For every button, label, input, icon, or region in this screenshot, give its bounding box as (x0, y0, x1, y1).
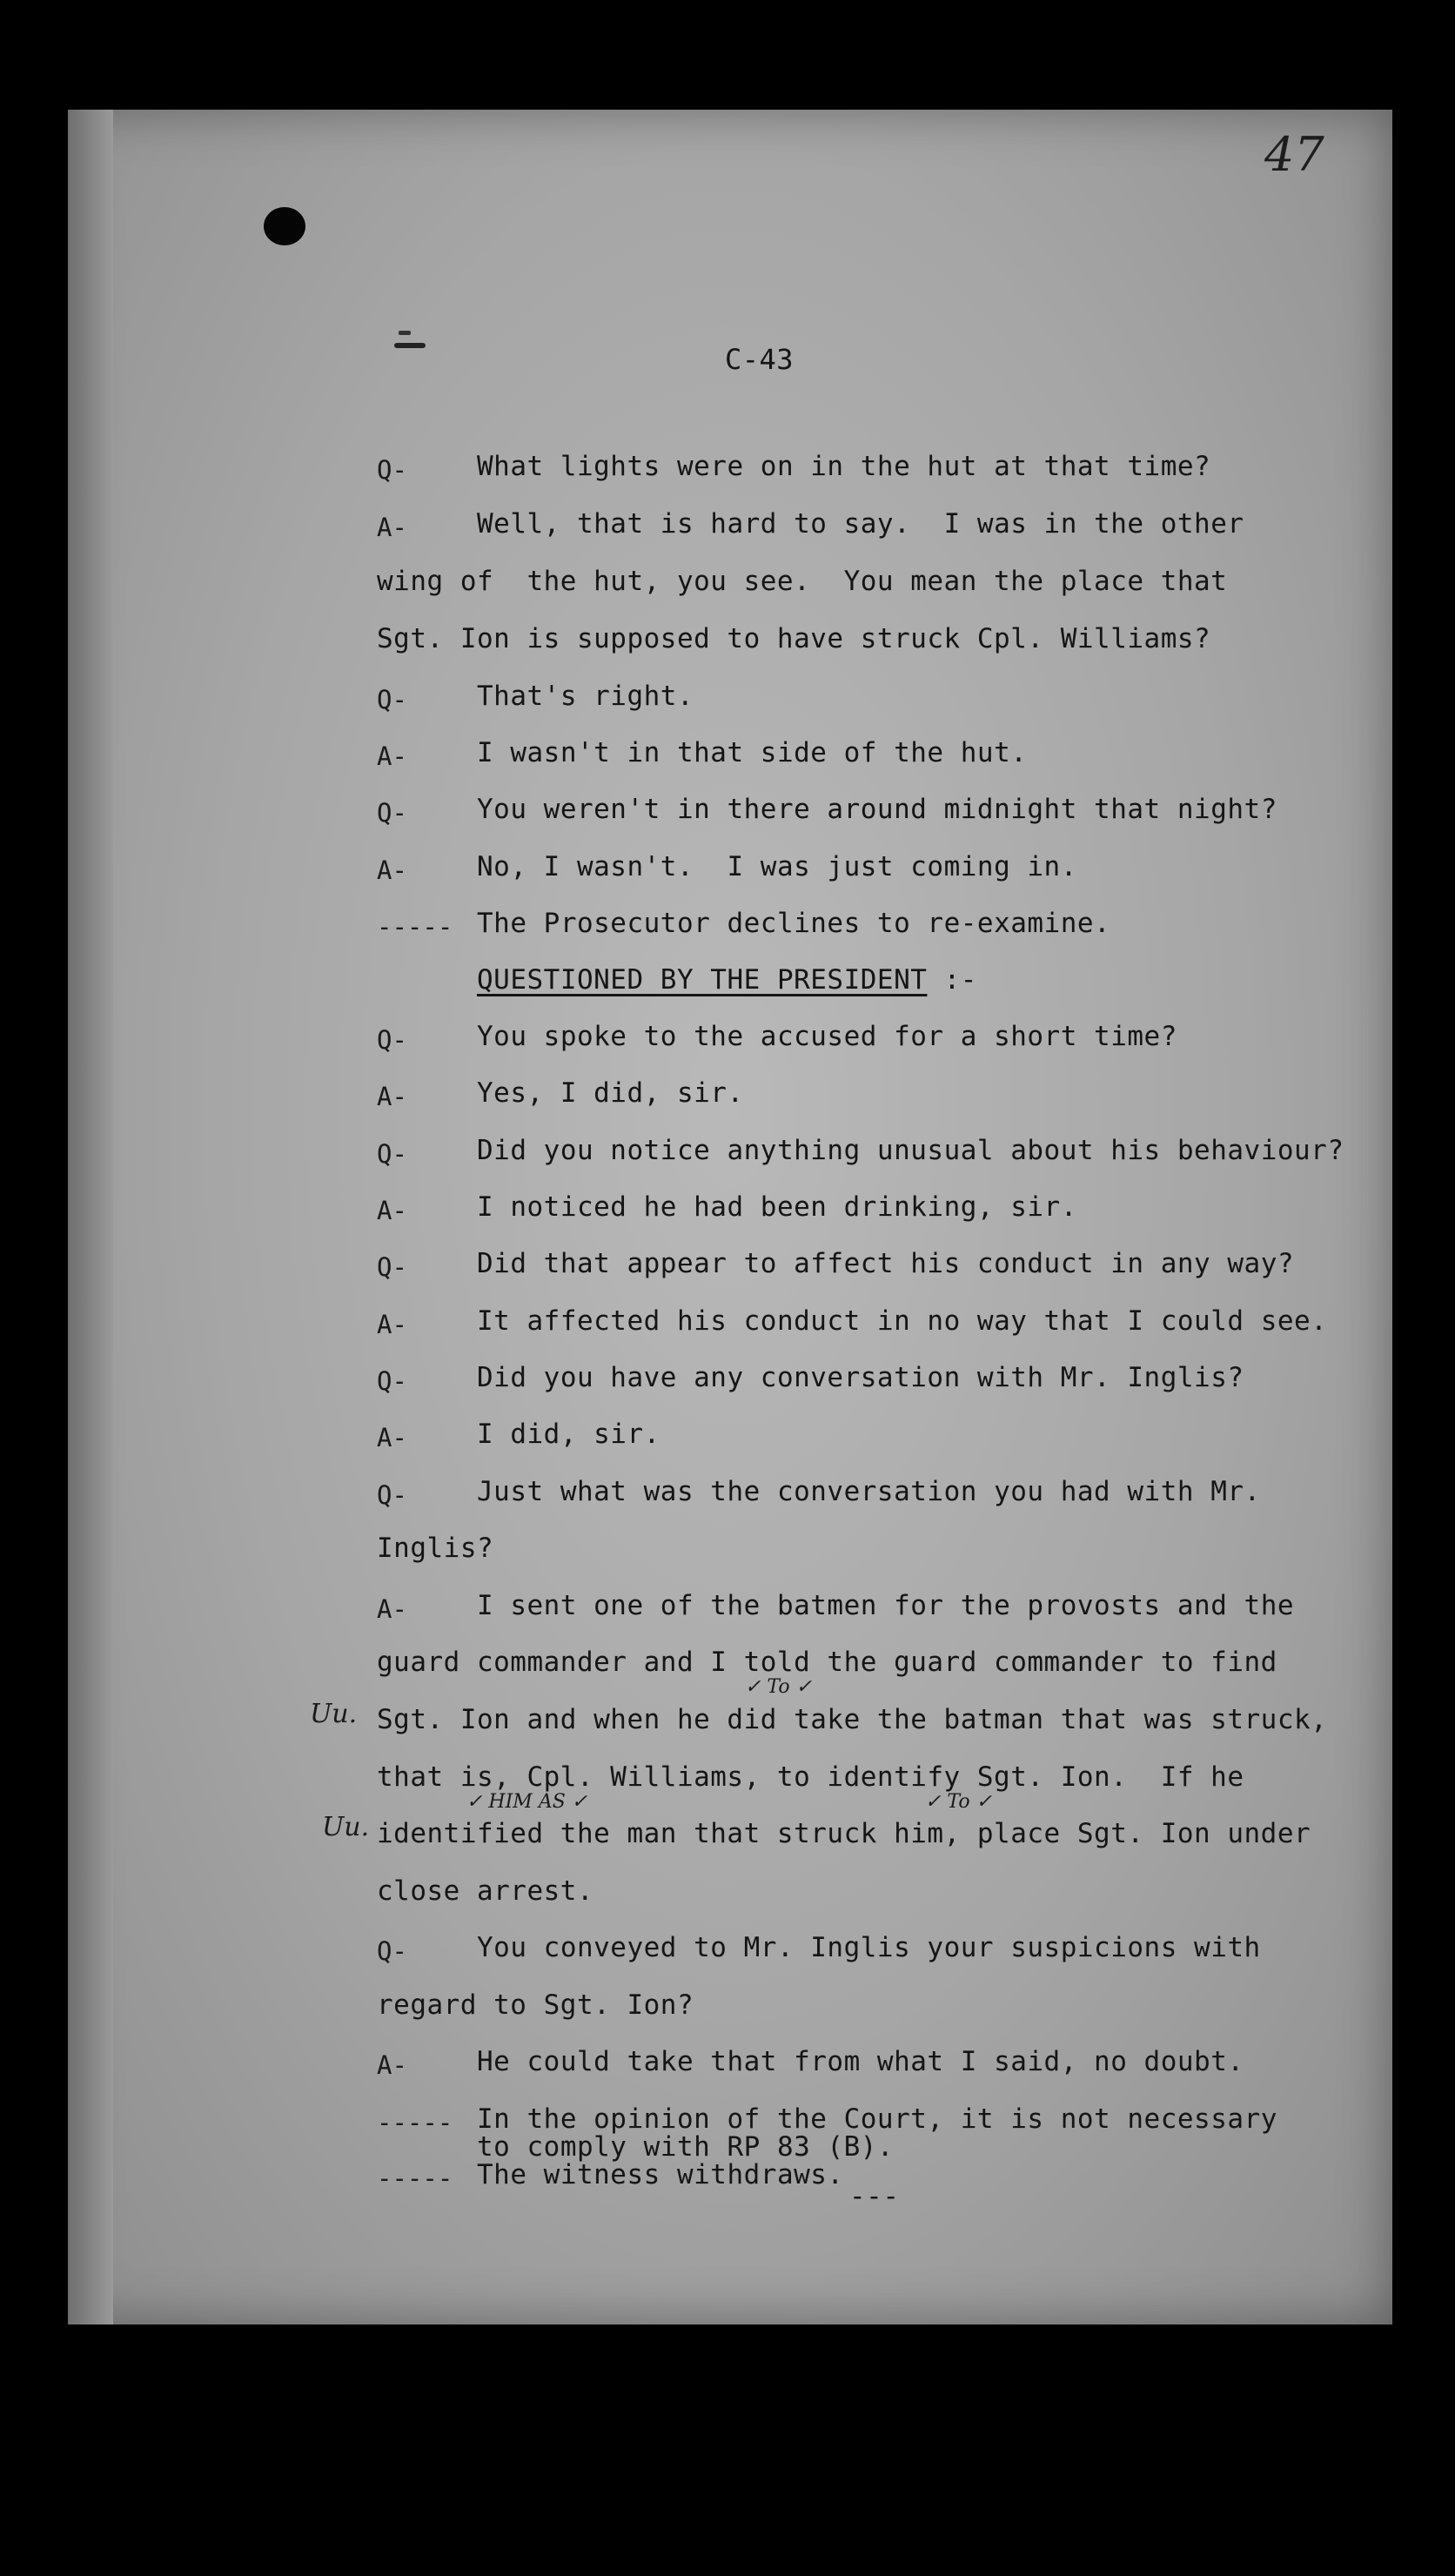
transcript-line: I sent one of the batmen for the provosts and the (477, 1590, 1295, 1621)
transcript-line: wing of the hut, you see. You mean the place that (377, 566, 1228, 597)
transcript-line: The witness withdraws. (477, 2159, 844, 2190)
document-page (68, 110, 1392, 2324)
transcript-line: close arrest. (377, 1875, 594, 1907)
punch-hole (264, 207, 305, 245)
line-prefix: A- (377, 513, 407, 542)
page-edge-strip (68, 110, 113, 2324)
transcript-line: It affected his conduct in no way that I could see. (477, 1305, 1328, 1337)
transcript-line: guard commander and I told the guard commander to find (377, 1647, 1277, 1678)
transcript-line: You spoke to the accused for a short time? (477, 1021, 1177, 1052)
transcript-line: No, I wasn't. I was just coming in. (477, 851, 1077, 882)
section-heading (477, 964, 977, 996)
line-prefix: A- (377, 741, 407, 771)
transcript-line: Did you have any conversation with Mr. Inglis? (477, 1362, 1244, 1393)
transcript-line: Well, that is hard to say. I was in the other (477, 508, 1244, 540)
line-prefix: Q- (377, 1480, 407, 1510)
line-prefix: A- (377, 1423, 407, 1452)
line-prefix: A- (377, 855, 407, 885)
transcript-line: Inglis? (377, 1533, 494, 1564)
ink-mark (399, 331, 411, 335)
line-prefix: Q- (377, 1252, 407, 1282)
line-prefix: A- (377, 1310, 407, 1339)
transcript-line: What lights were on in the hut at that time? (477, 451, 1211, 482)
section-heading-suffix: :- (927, 964, 977, 996)
line-prefix: Q- (377, 1366, 407, 1396)
line-prefix: A- (377, 2050, 407, 2080)
transcript-line: to comply with RP 83 (B). (477, 2131, 895, 2163)
section-heading-title: QUESTIONED BY THE PRESIDENT (477, 964, 928, 996)
line-prefix: Q- (377, 685, 407, 714)
ink-mark (394, 343, 426, 348)
transcript-line: I noticed he had been drinking, sir. (477, 1191, 1077, 1223)
handwritten-insertion: ✓ HIM AS ✓ (466, 1791, 588, 1813)
line-prefix: Q- (377, 1936, 407, 1966)
page-number: 47 (1264, 127, 1324, 182)
transcript-line: Did that appear to affect his conduct in any way? (477, 1248, 1295, 1279)
transcript-line: Sgt. Ion and when he did take the batman that was struck, (377, 1704, 1328, 1735)
transcript-line: That's right. (477, 681, 694, 712)
transcript-line: You weren't in there around midnight that night? (477, 794, 1277, 825)
end-mark: --- (849, 2181, 900, 2212)
margin-initial: Uu. (322, 1812, 370, 1842)
transcript-line: identified the man that struck him, place Sgt. Ion under (377, 1818, 1311, 1849)
transcript-line: He could take that from what I said, no doubt. (477, 2046, 1244, 2077)
transcript-line: The Prosecutor declines to re-examine. (477, 908, 1111, 939)
transcript-line: In the opinion of the Court, it is not necessary (477, 2103, 1277, 2135)
line-prefix: ----- (377, 912, 453, 942)
line-prefix: A- (377, 1594, 407, 1624)
line-prefix: ----- (377, 2108, 453, 2137)
line-prefix: Q- (377, 1139, 407, 1169)
line-prefix: A- (377, 1082, 407, 1111)
line-prefix: Q- (377, 798, 407, 828)
transcript-line: that is, Cpl. Williams, to identify Sgt. Ion. If he (377, 1761, 1244, 1793)
transcript-line: I wasn't in that side of the hut. (477, 737, 1028, 768)
transcript-line: Yes, I did, sir. (477, 1077, 744, 1109)
transcript-line: regard to Sgt. Ion? (377, 1989, 694, 2021)
line-prefix: Q- (377, 1025, 407, 1055)
handwritten-insertion: ✓ To ✓ (745, 1676, 813, 1698)
transcript-line: I did, sir. (477, 1419, 660, 1450)
transcript-line: Sgt. Ion is supposed to have struck Cpl. Williams? (377, 623, 1211, 654)
page-code: C-43 (725, 343, 795, 376)
transcript-line: Just what was the conversation you had with Mr. (477, 1476, 1261, 1507)
line-prefix: ----- (377, 2163, 453, 2193)
line-prefix: A- (377, 1196, 407, 1225)
margin-initial: Uu. (310, 1699, 358, 1729)
line-prefix: Q- (377, 455, 407, 485)
handwritten-insertion: ✓ To ✓ (925, 1791, 993, 1813)
transcript-line: Did you notice anything unusual about his behaviour? (477, 1135, 1344, 1166)
transcript-line: You conveyed to Mr. Inglis your suspicions with (477, 1932, 1261, 1963)
